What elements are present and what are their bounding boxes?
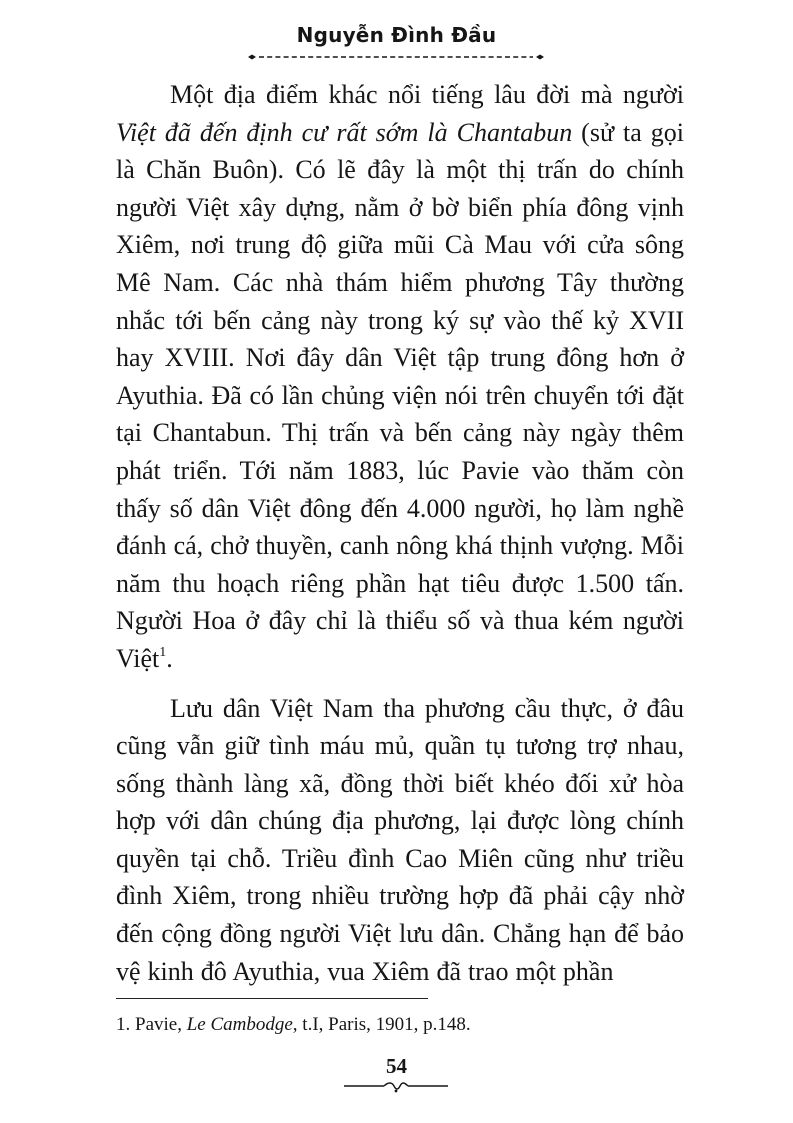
- footnote-book-title: Le Cambodge: [186, 1014, 293, 1035]
- footnote-details: , t.I, Paris, 1901, p.148.: [292, 1014, 471, 1035]
- body-text: [116, 76, 684, 990]
- header-dashed-rule: [248, 54, 544, 60]
- footnote-reference[interactable]: 1: [159, 644, 167, 660]
- paragraph: [116, 76, 684, 678]
- page-number: 54: [386, 1054, 407, 1078]
- footnote-number: 1.: [116, 1014, 131, 1035]
- italic-phrase: Việt đã đến định cư rất sớm là Chantabun: [116, 117, 573, 147]
- paragraph-text: Một địa điểm khác nổi tiếng lâu đời mà người: [170, 80, 684, 109]
- paragraph-text: (sử ta gọi là Chăn Buôn). Có lẽ đây là một thị trấn do chính người Việt xây dựng, nằm ở bờ biển phía đông vịnh Xiêm, nơi trung độ giữa mũi Cà Mau với cửa sông Mê Nam. Các nhà thám hiểm phương Tây thường nhắc tới bến cảng này trong ký sự vào thế kỷ XVII hay XVIII. Nơi đây dân Việt tập trung đông hơn ở Ayuthia. Đã có lần chủng viện nói trên chuyển tới đặt tại Chantabun. Thị trấn và bến cảng này ngày thêm phát triển. Tới năm 1883, lúc Pavie vào thăm còn thấy số dân Việt đông đến 4.000 người, họ làm nghề đánh cá, chở thuyền, canh nông khá thịnh vượng. Mỗi năm thu hoạch riêng phần hạt tiêu được 1.500 tấn. Người Hoa ở đây chỉ là thiểu số và thua kém người Việt: [116, 117, 685, 673]
- paragraph-end: .: [166, 643, 173, 673]
- header-title: Nguyễn Đình Đầu: [296, 23, 497, 47]
- footnote-divider: [116, 998, 428, 999]
- footnote-author: Pavie,: [135, 1014, 182, 1035]
- page-number-ornament-icon: [344, 1080, 448, 1094]
- running-header: [0, 22, 793, 48]
- footnote: [116, 1013, 684, 1037]
- paragraph: [116, 690, 684, 991]
- paragraph-text: Lưu dân Việt Nam tha phương cầu thực, ở đâu cũng vẫn giữ tình máu mủ, quần tụ tương trợ nhau, sống thành làng xã, đồng thời biết khéo đối xử hòa hợp với dân chúng địa phương, lại được lòng chính quyền tại chỗ. Triều đình Cao Miên cũng như triều đình Xiêm, trong nhiều trường hợp đã phải cậy nhờ đến cộng đồng người Việt lưu dân. Chẳng hạn để bảo vệ kinh đô Ayuthia, vua Xiêm đã trao một phần: [116, 693, 684, 986]
